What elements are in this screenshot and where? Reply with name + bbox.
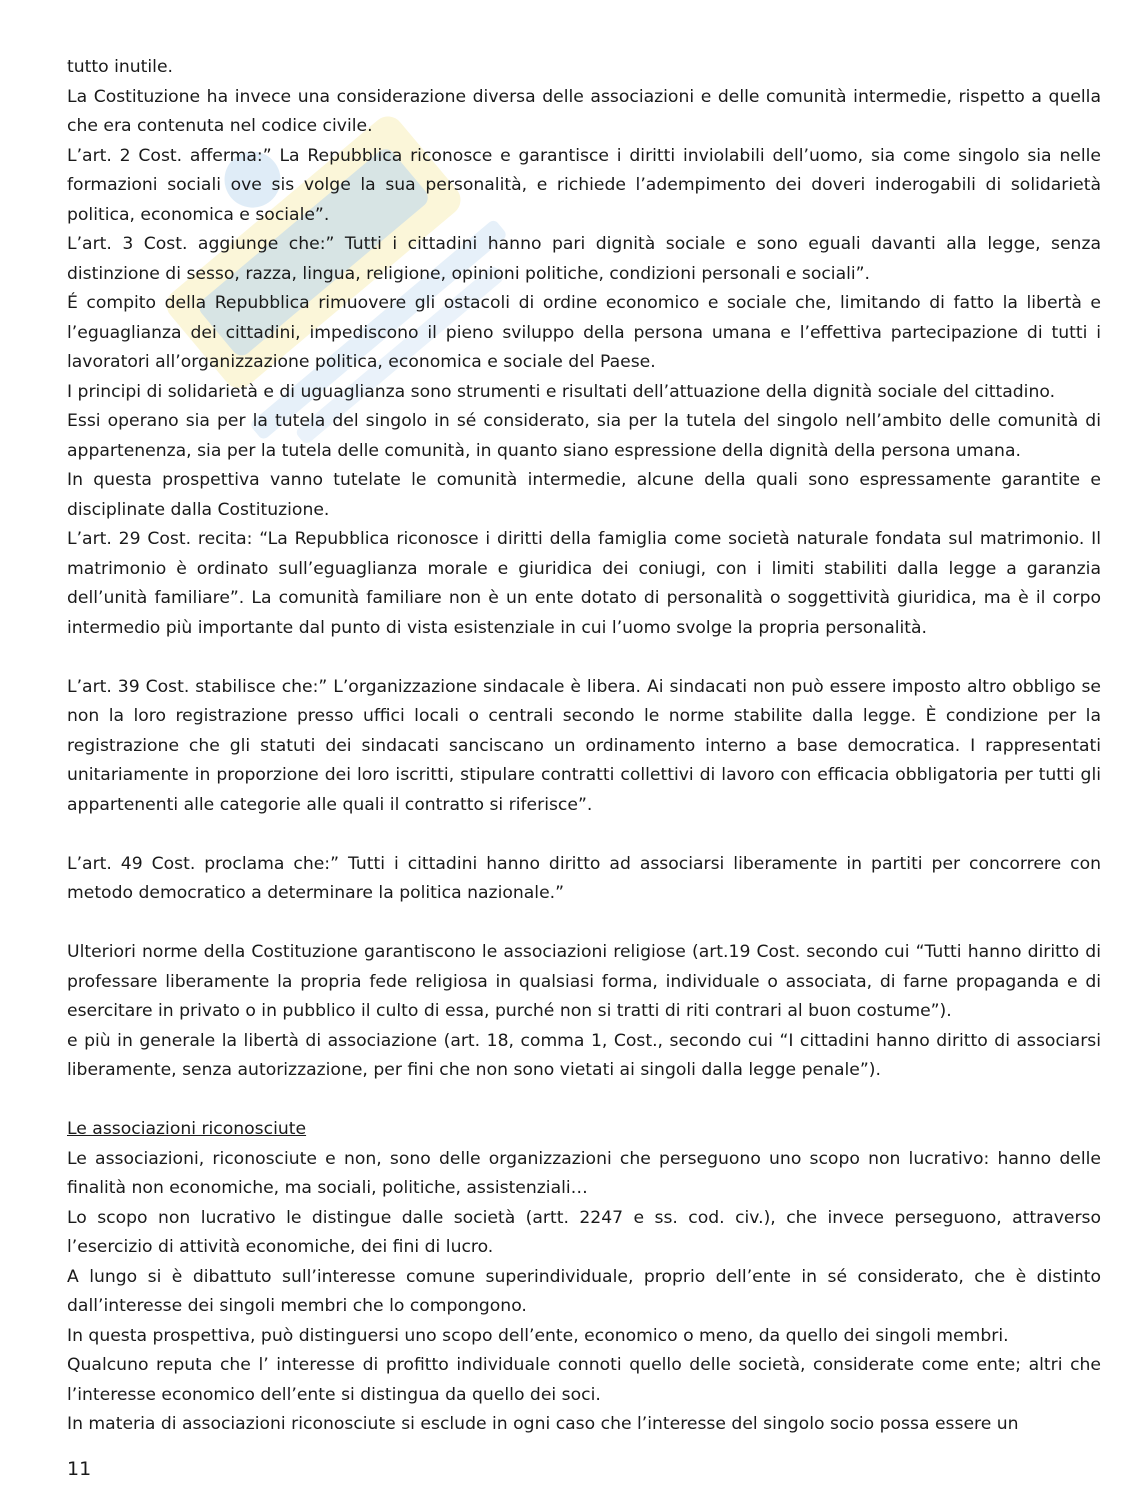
paragraph: A lungo si è dibattuto sull’interesse comune superindividuale, proprio dell’ente in sé considerato, che è distinto dall’interesse dei singoli membri che lo compongono. (67, 1266, 1101, 1316)
section-heading: Le associazioni riconosciute (67, 1119, 307, 1139)
paragraph: I principi di solidarietà e di uguaglianza sono strumenti e risultati dell’attuazione della dignità sociale del cittadino. (67, 381, 1056, 402)
page-number: 11 (67, 1458, 92, 1480)
paragraph: La Costituzione ha invece una considerazione diversa delle associazioni e delle comunità intermedie, rispetto a quella che era contenuta nel codice civile. (67, 86, 1101, 136)
paragraph: tutto inutile. (67, 57, 173, 77)
paragraph: L’art. 2 Cost. afferma:” La Repubblica riconosce e garantisce i diritti inviolabili dell’uomo, sia come singolo sia nelle formazioni sociali ove sis volge la sua personalità, e richiede l’adempimento dei doveri inderogabili di solidarietà politica, economica e sociale”. (67, 145, 1101, 225)
paragraph: Lo scopo non lucrativo le distingue dalle società (artt. 2247 e ss. cod. civ.), che invece perseguono, attraverso l’esercizio di attività economiche, dei fini di lucro. (67, 1207, 1101, 1257)
paragraph: L’art. 49 Cost. proclama che:” Tutti i cittadini hanno diritto ad associarsi liberamente in partiti per concorrere con metodo democratico a determinare la politica nazionale.” (67, 853, 1101, 903)
paragraph: L’art. 3 Cost. aggiunge che:” Tutti i cittadini hanno pari dignità sociale e sono eguali davanti alla legge, senza distinzione di sesso, razza, lingua, religione, opinioni politiche, condizioni personali e sociali”. (67, 234, 1101, 284)
paragraph: In materia di associazioni riconosciute si esclude in ogni caso che l’interesse del singolo socio possa essere un (67, 1414, 1019, 1434)
paragraph: Ulteriori norme della Costituzione garantiscono le associazioni religiose (art.19 Cost. secondo cui “Tutti hanno diritto di professare liberamente la propria fede religiosa in qualsiasi forma, individuale o associata, di farne propaganda e di esercitare in privato o in pubblico il culto di essa, purché non si tratti di riti contrari al buon costume”). (67, 942, 1101, 1021)
document-body (67, 53, 1101, 1440)
paragraph: Essi operano sia per la tutela del singolo in sé considerato, sia per la tutela del singolo nell’ambito delle comunità di appartenenza, sia per la tutela delle comunità, in quanto siano espressione della dignità della persona umana. (67, 411, 1101, 461)
paragraph: L’art. 29 Cost. recita: “La Repubblica riconosce i diritti della famiglia come società naturale fondata sul matrimonio. Il matrimonio è ordinato sull’eguaglianza morale e giuridica dei coniugi, con i limiti stabiliti dalla legge a garanzia dell’unità familiare”. La comunità familiare non è un ente dotato di personalità o soggettività giuridica, ma è il corpo intermedio più importante dal punto di vista esistenziale in cui l’uomo svolge la propria personalità. (67, 529, 1101, 638)
paragraph: In questa prospettiva vanno tutelate le comunità intermedie, alcune della quali sono espressamente garantite e disciplinate dalla Costituzione. (67, 470, 1101, 520)
paragraph: In questa prospettiva, può distinguersi uno scopo dell’ente, economico o meno, da quello dei singoli membri. (67, 1325, 1009, 1346)
paragraph: L’art. 39 Cost. stabilisce che:” L’organizzazione sindacale è libera. Ai sindacati non può essere imposto altro obbligo se non la loro registrazione presso uffici locali o centrali secondo le norme stabilite dalla legge. È condizione per la registrazione che gli statuti dei sindacati sanciscano un ordinamento interno a base democratica. I rappresentati unitariamente in proporzione dei loro iscritti, stipulare contratti collettivi di lavoro con efficacia obbligatoria per tutti gli appartenenti alle categorie alle quali il contratto si riferisce”. (67, 676, 1101, 815)
paragraph: Qualcuno reputa che l’ interesse di profitto individuale connoti quello delle società, considerate come ente; altri che l’interesse economico dell’ente si distingua da quello dei soci. (67, 1355, 1101, 1405)
paragraph: Le associazioni, riconosciute e non, sono delle organizzazioni che perseguono uno scopo non lucrativo: hanno delle finalità non economiche, ma sociali, politiche, assistenziali… (67, 1148, 1101, 1198)
paragraph: É compito della Repubblica rimuovere gli ostacoli di ordine economico e sociale che, limitando di fatto la libertà e l’eguaglianza dei cittadini, impediscono il pieno sviluppo della persona umana e l’effettiva partecipazione di tutti i lavoratori all’organizzazione politica, economica e sociale del Paese. (67, 293, 1101, 372)
paragraph: e più in generale la libertà di associazione (art. 18, comma 1, Cost., secondo cui “I cittadini hanno diritto di associarsi liberamente, senza autorizzazione, per fini che non sono vietati ai singoli dalla legge penale”). (67, 1030, 1101, 1080)
